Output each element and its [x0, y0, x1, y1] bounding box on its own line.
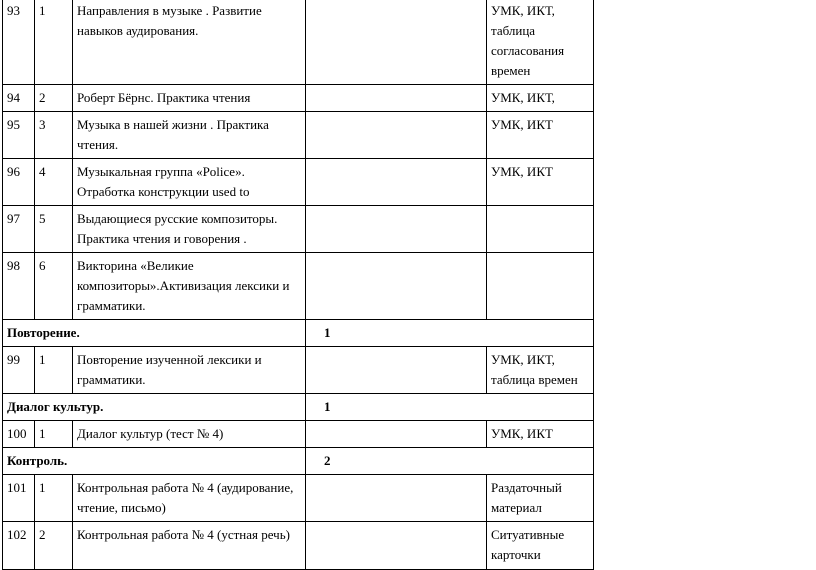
lesson-number: 99	[3, 347, 35, 394]
lesson-topic: Направления в музыке . Развитие навыков аудирования.	[73, 0, 306, 85]
lesson-index: 4	[35, 159, 73, 206]
section-hours: 1	[306, 394, 594, 421]
lesson-topic: Диалог культур (тест № 4)	[73, 421, 306, 448]
section-title: Повторение.	[3, 320, 306, 347]
table-row	[3, 347, 594, 394]
table-row	[3, 475, 594, 522]
lesson-number: 94	[3, 85, 35, 112]
empty-cell	[306, 85, 487, 112]
empty-cell	[306, 522, 487, 570]
empty-cell	[306, 206, 487, 253]
table-row	[3, 0, 594, 85]
lesson-index: 1	[35, 475, 73, 522]
lesson-topic: Музыка в нашей жизни . Практика чтения.	[73, 112, 306, 159]
lesson-resources	[487, 206, 594, 253]
lesson-topic: Контрольная работа № 4 (устная речь)	[73, 522, 306, 570]
lesson-topic: Роберт Бёрнс. Практика чтения	[73, 85, 306, 112]
lesson-index: 1	[35, 0, 73, 85]
table-row	[3, 112, 594, 159]
lesson-index: 6	[35, 253, 73, 320]
table-row	[3, 253, 594, 320]
lesson-resources: УМК, ИКТ,	[487, 85, 594, 112]
lesson-resources: УМК, ИКТ	[487, 159, 594, 206]
lesson-index: 5	[35, 206, 73, 253]
lesson-number: 95	[3, 112, 35, 159]
empty-cell	[306, 159, 487, 206]
lesson-index: 2	[35, 522, 73, 570]
lesson-index: 3	[35, 112, 73, 159]
lesson-topic: Музыкальная группа «Police». Отработка конструкции used to	[73, 159, 306, 206]
lesson-topic: Контрольная работа № 4 (аудирование, чтение, письмо)	[73, 475, 306, 522]
lesson-number: 97	[3, 206, 35, 253]
section-row	[3, 320, 594, 347]
lesson-topic: Викторина «Великие композиторы».Активизация лексики и грамматики.	[73, 253, 306, 320]
section-hours: 1	[306, 320, 594, 347]
lesson-plan-table	[2, 0, 594, 570]
table-row	[3, 85, 594, 112]
table-row	[3, 159, 594, 206]
table-row	[3, 421, 594, 448]
table-row	[3, 522, 594, 570]
lesson-number: 93	[3, 0, 35, 85]
lesson-resources: Ситуативные карточки	[487, 522, 594, 570]
lesson-index: 1	[35, 347, 73, 394]
empty-cell	[306, 253, 487, 320]
empty-cell	[306, 347, 487, 394]
lesson-index: 2	[35, 85, 73, 112]
section-title: Контроль.	[3, 448, 306, 475]
lesson-resources: УМК, ИКТ	[487, 421, 594, 448]
empty-cell	[306, 421, 487, 448]
lesson-resources: УМК, ИКТ, таблица согласования времен	[487, 0, 594, 85]
lesson-number: 96	[3, 159, 35, 206]
lesson-number: 100	[3, 421, 35, 448]
lesson-resources: УМК, ИКТ, таблица времен	[487, 347, 594, 394]
section-row	[3, 448, 594, 475]
lesson-resources	[487, 253, 594, 320]
empty-cell	[306, 475, 487, 522]
section-row	[3, 394, 594, 421]
lesson-number: 101	[3, 475, 35, 522]
lesson-number: 98	[3, 253, 35, 320]
section-title: Диалог культур.	[3, 394, 306, 421]
lesson-topic: Повторение изученной лексики и грамматики.	[73, 347, 306, 394]
section-hours: 2	[306, 448, 594, 475]
table-row	[3, 206, 594, 253]
empty-cell	[306, 0, 487, 85]
empty-cell	[306, 112, 487, 159]
lesson-resources: УМК, ИКТ	[487, 112, 594, 159]
lesson-number: 102	[3, 522, 35, 570]
lesson-topic: Выдающиеся русские композиторы. Практика чтения и говорения .	[73, 206, 306, 253]
lesson-resources: Раздаточный материал	[487, 475, 594, 522]
lesson-index: 1	[35, 421, 73, 448]
